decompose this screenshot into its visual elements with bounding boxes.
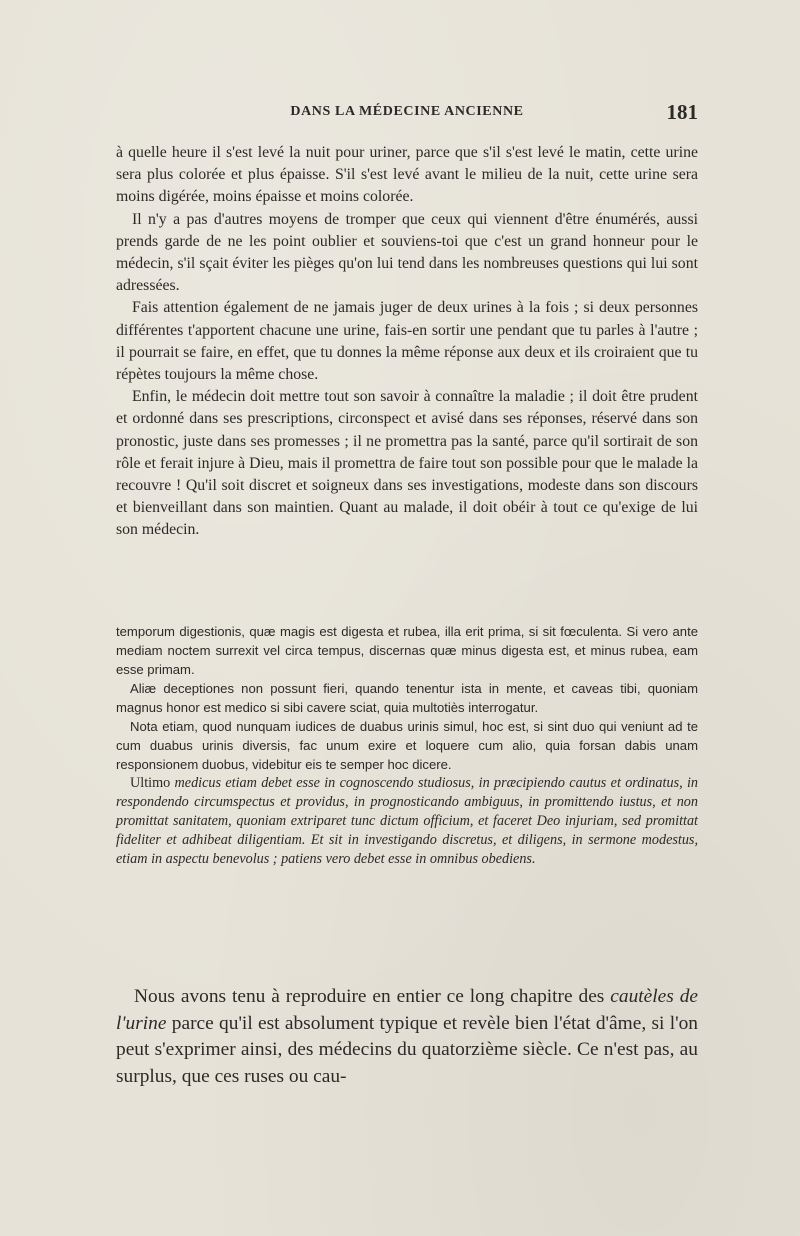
paragraph: Il n'y a pas d'autres moyens de tromper que ceux qui viennent d'être énumérés, aussi prends garde de ne les point oublier et souviens-toi que c'est un grand honneur pour le médecin, s'il sçait éviter les pièges qu'on lui tend dans les nombreuses questions qui lui sont adressées.	[116, 210, 698, 295]
closing-paragraph	[116, 984, 698, 1090]
latin-paragraph: Nota etiam, quod nunquam iudices de duabus urinis simul, hoc est, si sint duo qui veniunt ad te cum duabus urinis diversis, fac unum exire et loquere cum alio, quia forsan dabis unam responsionem duobus, videbitur eis te semper hoc dicere.	[116, 719, 698, 772]
closing-text	[116, 984, 698, 1090]
latin-italic-text: medicus etiam debet esse in cognoscendo studiosus, in præcipiendo cautus et ordinatus, in respondendo circumspectus et providus, in prognosticando ambiguus, in promittendo iustus, et non promittat sanitatem, quoniam extriparet tunc dictum officium, et faceret Deo injuriam, sed promittat fideliter et adhibeat diligentiam. Et sit in investigando discretus, et diligens, in sermone modestus, etiam in aspectu benevolus ; patiens vero debet esse in omnibus obediens.	[116, 775, 698, 867]
latin-footnote	[116, 622, 698, 869]
french-translation	[116, 142, 698, 542]
running-head	[116, 100, 698, 126]
paragraph: Fais attention également de ne jamais juger de deux urines à la fois ; si deux personnes différentes t'apportent chacune une urine, fais-en sortir une pendant que tu parles à l'autre ; il pourrait se faire, en effet, que tu donnes la même réponse aux deux et ils croiraient que tu répètes toujours la même chose.	[116, 299, 698, 384]
paragraph: à quelle heure il s'est levé la nuit pour uriner, parce que s'il s'est levé le matin, cette urine sera plus colorée et plus épaisse. S'il s'est levé avant le milieu de la nuit, cette urine sera moins digérée, moins épaisse et moins colorée.	[116, 144, 698, 206]
closing-text-before: Nous avons tenu à reproduire en entier ce long chapitre des	[134, 986, 611, 1007]
latin-paragraph: temporum digestionis, quæ magis est digesta et rubea, illa erit prima, si sit fœculenta. Si vero ante mediam noctem surrexit vel circa tempus, discernas quæ minus digesta est, et minus rubea, eam esse primam.	[116, 624, 698, 677]
page-number: 181	[666, 100, 698, 124]
closing-text-italic: cautèles de l'urine	[116, 986, 698, 1034]
running-title: DANS LA MÉDECINE ANCIENNE	[290, 104, 524, 119]
latin-lead-word: Ultimo	[130, 775, 171, 791]
latin-paragraph-italic	[116, 774, 698, 869]
latin-paragraph: Aliæ deceptiones non possunt fieri, quando tenentur ista in mente, et caveas tibi, quoniam magnus honor est medico si sibi cavere sciat, quia multotiès interrogatur.	[116, 681, 698, 715]
closing-text-after: parce qu'il est absolument typique et revèle bien l'état d'âme, si l'on peut s'exprimer ainsi, des médecins du quatorzième siècle. Ce n'est pas, au surplus, que ces ruses ou cau-	[116, 1012, 698, 1087]
paragraph: Enfin, le médecin doit mettre tout son savoir à connaître la maladie ; il doit être prudent et ordonné dans ses prescriptions, circonspect et avisé dans ses réponses, réservé dans son pronostic, juste dans ses promesses ; il ne promettra pas la santé, parce qu'il sortirait de son rôle et ferait injure à Dieu, mais il promettra de faire tout son possible pour que le malade la recouvre ! Qu'il soit discret et soigneux dans ses investigations, modeste dans son discours et bienveillant dans son maintien. Quant au malade, il doit obéir à tout ce qu'exige de lui son médecin.	[116, 388, 698, 539]
